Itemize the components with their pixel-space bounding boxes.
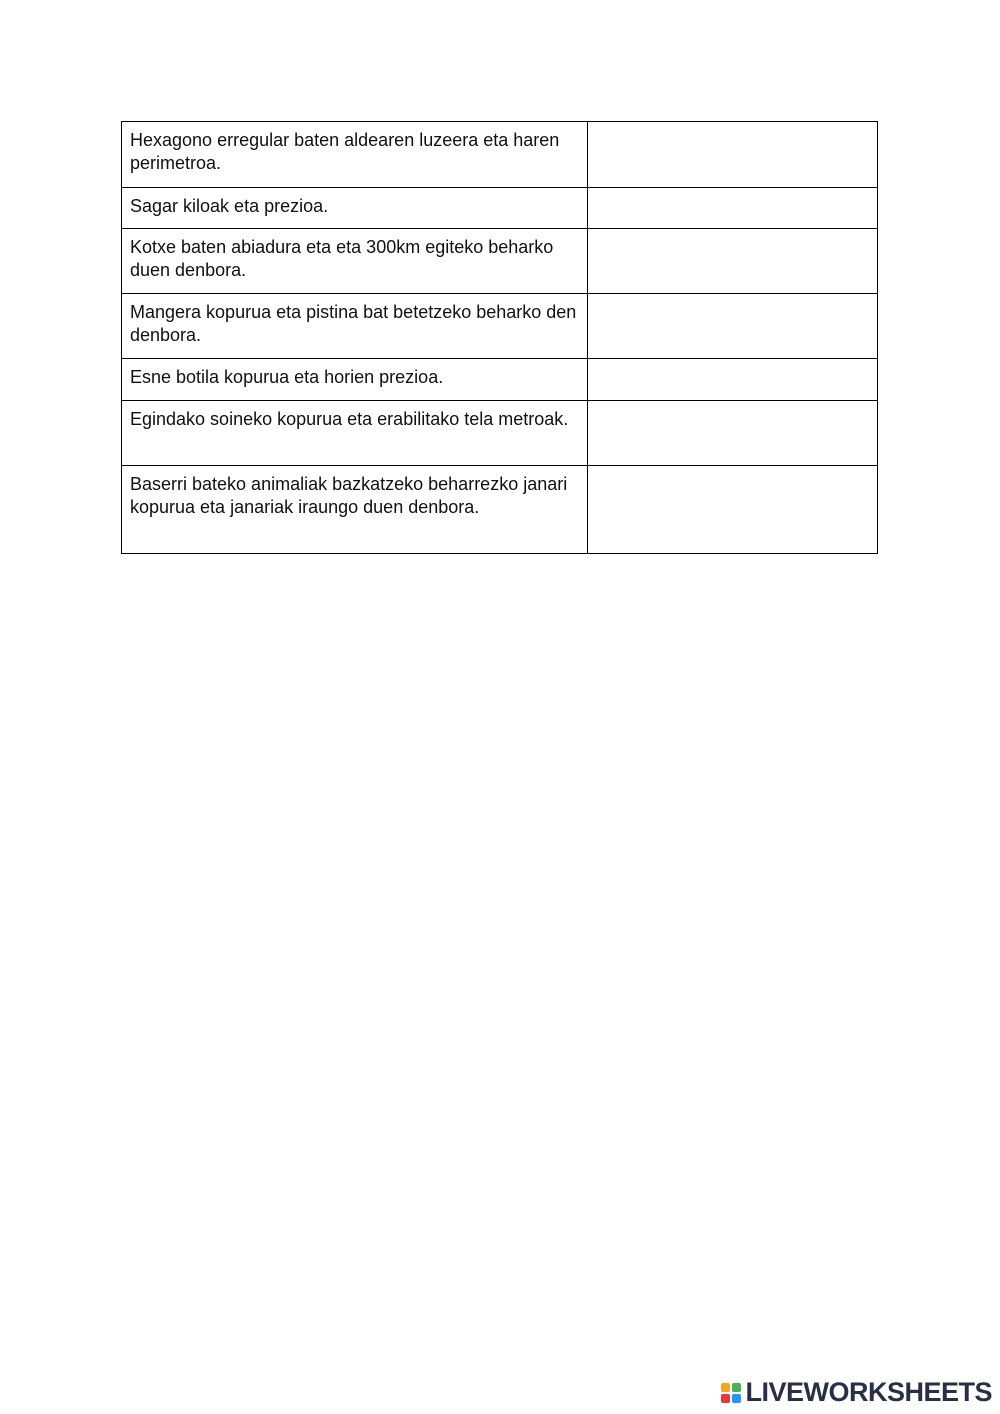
brand-name: LIVEWORKSHEETS: [745, 1377, 992, 1407]
table-row: [122, 401, 878, 466]
answer-cell[interactable]: [588, 188, 878, 229]
table-row: [122, 122, 878, 188]
row-description: Egindako soineko kopurua eta erabilitako tela metroak.: [122, 401, 588, 466]
footer-brand: [721, 1377, 992, 1408]
logo-square: [732, 1394, 741, 1403]
worksheet-table: [121, 121, 878, 554]
answer-cell[interactable]: [588, 294, 878, 359]
row-description: Mangera kopurua eta pistina bat betetzeko beharko den denbora.: [122, 294, 588, 359]
answer-cell[interactable]: [588, 401, 878, 466]
answer-cell[interactable]: [588, 359, 878, 401]
row-description: Kotxe baten abiadura eta eta 300km egiteko beharko duen denbora.: [122, 229, 588, 294]
row-description: Hexagono erregular baten aldearen luzeera eta haren perimetroa.: [122, 122, 588, 188]
logo-square: [721, 1383, 730, 1392]
row-description: Esne botila kopurua eta horien prezioa.: [122, 359, 588, 401]
table-row: [122, 188, 878, 229]
answer-cell[interactable]: [588, 466, 878, 554]
row-description: Baserri bateko animaliak bazkatzeko beharrezko janari kopurua eta janariak iraungo duen denbora.: [122, 466, 588, 554]
row-description: Sagar kiloak eta prezioa.: [122, 188, 588, 229]
logo-square: [732, 1383, 741, 1392]
table-row: [122, 359, 878, 401]
logo-square: [721, 1394, 730, 1403]
table-row: [122, 294, 878, 359]
table-row: [122, 466, 878, 554]
table-row: [122, 229, 878, 294]
answer-cell[interactable]: [588, 122, 878, 188]
liveworksheets-logo-icon: [721, 1383, 741, 1403]
answer-cell[interactable]: [588, 229, 878, 294]
